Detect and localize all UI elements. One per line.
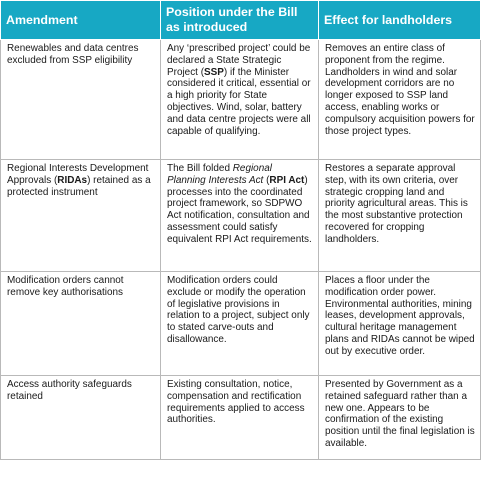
position-cell [161,40,319,160]
effect-cell: Removes an entire class of proponent from the regime. Landholders in wind and solar development corridors are no longer exposed to SSP land access, enabling works or compulsory acquisition powers for those project types. [319,40,481,160]
table-row [1,376,481,460]
position-text: ) processes into the coordinated project framework, so SDPWO Act notification, consultation and assessment could satisfy equivalent RPI Act requirements. [167,174,312,245]
position-text: ) if the Minister considered it critical, essential or a high priority for State objectives. Wind, solar, battery and data centre projects were all capable of qualifying. [167,66,311,137]
table-row [1,272,481,376]
table-row [1,40,481,160]
header-effect: Effect for landholders [319,1,481,40]
position-text: The Bill folded [167,163,233,174]
act-title: Regional Planning Interests Act [167,163,272,186]
position-cell [161,160,319,272]
header-amendment: Amendment [1,1,161,40]
amendment-cell [1,160,161,272]
amendment-cell: Renewables and data centres excluded from SSP eligibility [1,40,161,160]
position-text: ( [263,174,270,186]
position-abbrev: SSP [204,66,224,78]
position-text: Any ‘prescribed project’ could be declared a State Strategic Project ( [167,43,311,78]
amendment-text: Regional Interests Development Approvals ( [7,163,149,186]
amendment-text: ) retained as a protected instrument [7,174,151,198]
amendment-abbrev: RIDAs [57,174,88,186]
effect-cell: Places a floor under the modification order power. Environmental authorities, mining leases, development approvals, cultural heritage management plans and RIDAs cannot be wiped out by executive order. [319,272,481,376]
table-header-row [1,1,481,40]
header-position: Position under the Bill as introduced [161,1,319,40]
amendment-cell: Modification orders cannot remove key authorisations [1,272,161,376]
effect-cell: Presented by Government as a retained safeguard rather than a new one. Appears to be confirmation of the existing position until the final legislation is available. [319,376,481,460]
effect-cell: Restores a separate approval step, with its own criteria, over strategic cropping land and priority agricultural areas. This is the most substantive protection recovered for cropping landholders. [319,160,481,272]
amendment-cell: Access authority safeguards retained [1,376,161,460]
position-cell: Existing consultation, notice, compensation and rectification requirements applied to access authorities. [161,376,319,460]
table-row [1,160,481,272]
position-abbrev: RPI Act [269,174,305,186]
position-cell: Modification orders could exclude or modify the operation of legislative provisions in relation to a project, subject only to stated carve-outs and disallowance. [161,272,319,376]
